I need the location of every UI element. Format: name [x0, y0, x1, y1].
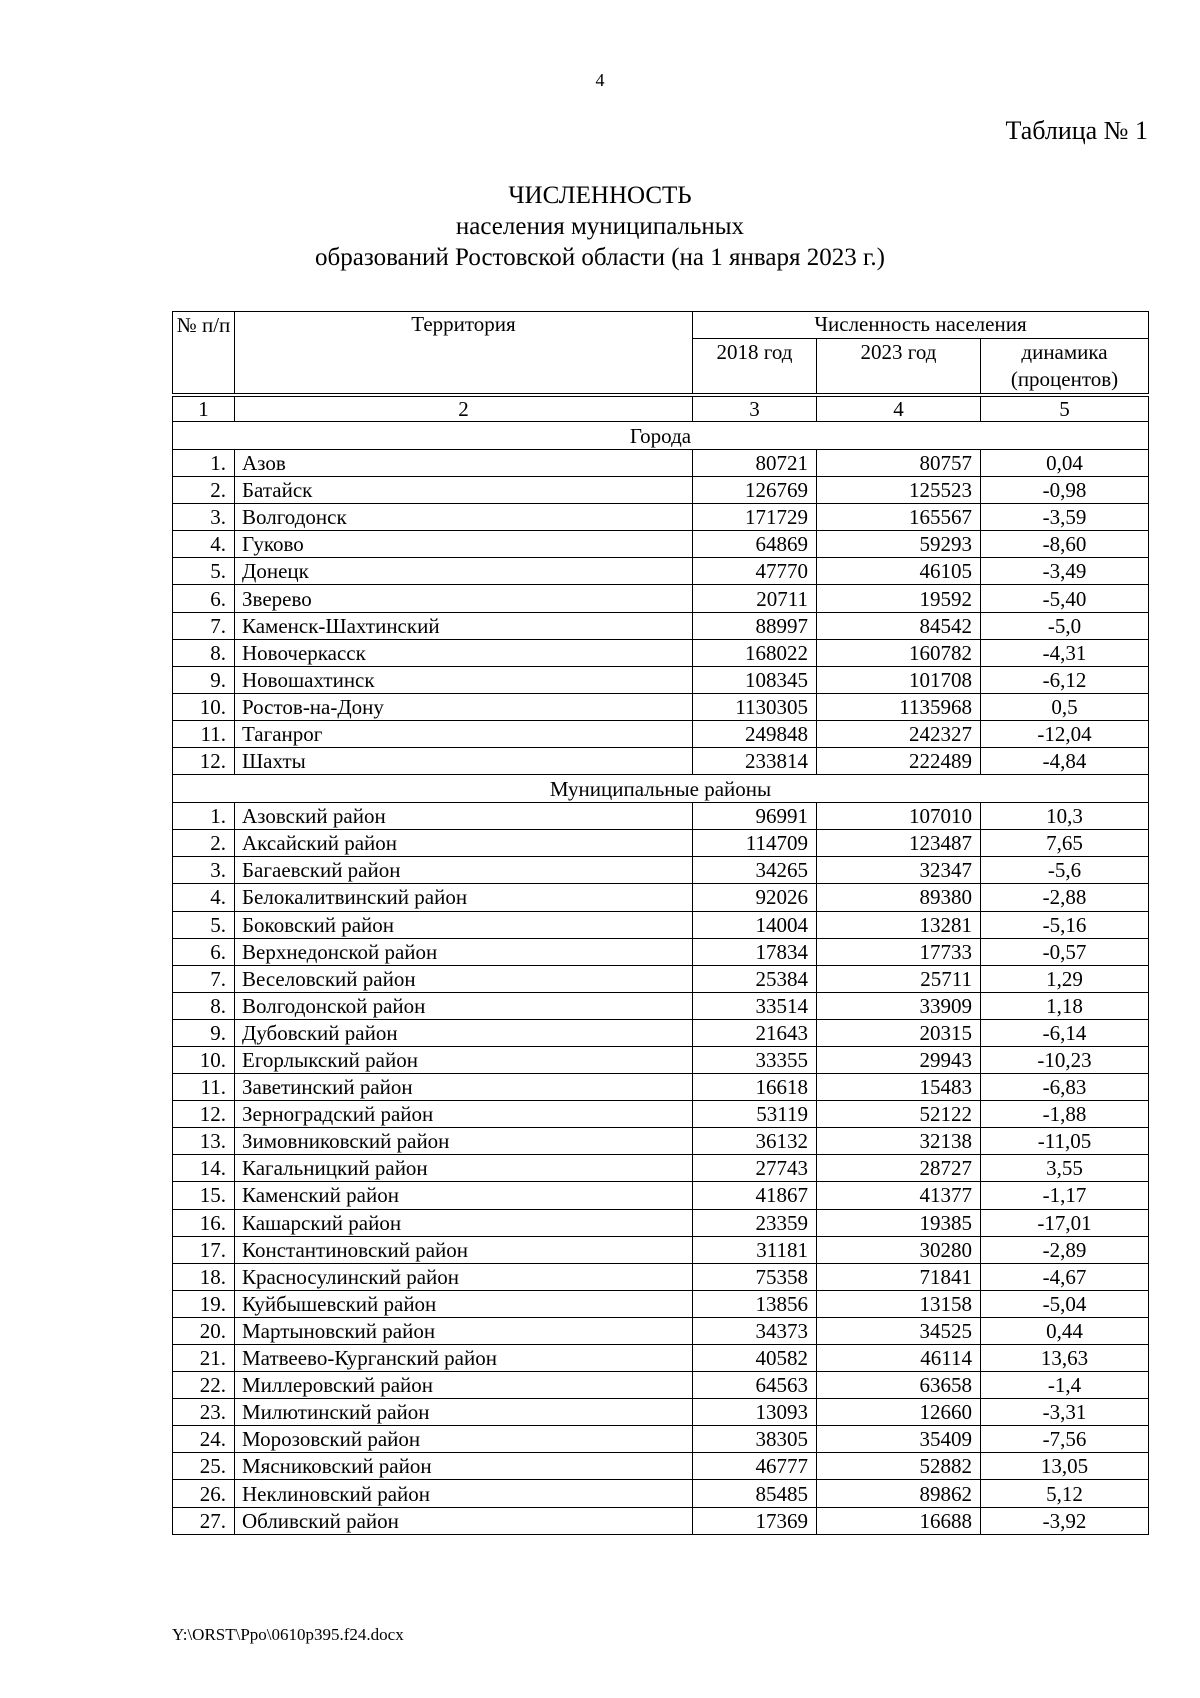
- table-row: [173, 938, 1149, 965]
- population-2023-cell: 16688: [817, 1507, 981, 1534]
- population-2018-cell: 25384: [693, 965, 817, 992]
- territory-cell: Красносулинский район: [235, 1263, 693, 1290]
- population-2023-cell: 165567: [817, 504, 981, 531]
- territory-cell: Донецк: [235, 558, 693, 585]
- population-2023-cell: 25711: [817, 965, 981, 992]
- population-2018-cell: 80721: [693, 450, 817, 477]
- dynamics-cell: -7,56: [981, 1426, 1149, 1453]
- dynamics-cell: 0,5: [981, 693, 1149, 720]
- population-2023-cell: 13281: [817, 911, 981, 938]
- territory-cell: Кагальницкий район: [235, 1155, 693, 1182]
- table-row: [173, 1236, 1149, 1263]
- dynamics-cell: 1,18: [981, 992, 1149, 1019]
- dynamics-cell: 3,55: [981, 1155, 1149, 1182]
- row-number-cell: 5.: [173, 558, 235, 585]
- row-number-cell: 14.: [173, 1155, 235, 1182]
- dynamics-cell: -1,88: [981, 1101, 1149, 1128]
- title-line-1: ЧИСЛЕННОСТЬ: [508, 182, 692, 209]
- row-number-cell: 24.: [173, 1426, 235, 1453]
- row-number-cell: 10.: [173, 693, 235, 720]
- section-title: Города: [173, 422, 1149, 450]
- population-2018-cell: 168022: [693, 639, 817, 666]
- territory-cell: Мартыновский район: [235, 1317, 693, 1344]
- row-number-cell: 26.: [173, 1480, 235, 1507]
- population-2018-cell: 33514: [693, 992, 817, 1019]
- dynamics-cell: 10,3: [981, 803, 1149, 830]
- table-row: [173, 1290, 1149, 1317]
- row-number-cell: 16.: [173, 1209, 235, 1236]
- section-title: Муниципальные районы: [173, 775, 1149, 803]
- population-2023-cell: 28727: [817, 1155, 981, 1182]
- territory-cell: Матвеево-Курганский район: [235, 1345, 693, 1372]
- dynamics-cell: -5,40: [981, 585, 1149, 612]
- population-2023-cell: 101708: [817, 666, 981, 693]
- column-number-cell: 1: [173, 395, 235, 422]
- table-row: [173, 585, 1149, 612]
- population-2018-cell: 17834: [693, 938, 817, 965]
- dynamics-cell: -3,92: [981, 1507, 1149, 1534]
- table-row: [173, 1209, 1149, 1236]
- territory-cell: Кашарский район: [235, 1209, 693, 1236]
- row-number-cell: 11.: [173, 1074, 235, 1101]
- dynamics-cell: -3,59: [981, 504, 1149, 531]
- table-row: [173, 911, 1149, 938]
- table-row: [173, 612, 1149, 639]
- section-header-row: [173, 775, 1149, 803]
- table-row: [173, 1263, 1149, 1290]
- population-2023-cell: 52882: [817, 1453, 981, 1480]
- population-2023-cell: 32138: [817, 1128, 981, 1155]
- population-2023-cell: 46114: [817, 1345, 981, 1372]
- territory-cell: Ростов-на-Дону: [235, 693, 693, 720]
- table-row: [173, 1507, 1149, 1534]
- table-row: [173, 720, 1149, 747]
- population-2018-cell: 41867: [693, 1182, 817, 1209]
- title-line-2: населения муниципальных: [455, 213, 745, 240]
- row-number-cell: 13.: [173, 1128, 235, 1155]
- territory-cell: Заветинский район: [235, 1074, 693, 1101]
- row-number-cell: 10.: [173, 1046, 235, 1073]
- population-2023-cell: 80757: [817, 450, 981, 477]
- population-2018-cell: 114709: [693, 830, 817, 857]
- table-row: [173, 884, 1149, 911]
- row-number-cell: 9.: [173, 1019, 235, 1046]
- table-row: [173, 1345, 1149, 1372]
- population-2018-cell: 34373: [693, 1317, 817, 1344]
- dynamics-cell: -4,84: [981, 748, 1149, 775]
- population-2018-cell: 46777: [693, 1453, 817, 1480]
- row-number-cell: 4.: [173, 531, 235, 558]
- population-2023-cell: 242327: [817, 720, 981, 747]
- population-2018-cell: 96991: [693, 803, 817, 830]
- header-population: Численность населения: [693, 312, 1149, 339]
- title-line-3: образований Ростовской области (на 1 января 2023 г.): [315, 244, 885, 271]
- dynamics-cell: -6,83: [981, 1074, 1149, 1101]
- table-row: [173, 1074, 1149, 1101]
- population-2023-cell: 17733: [817, 938, 981, 965]
- population-2023-cell: 123487: [817, 830, 981, 857]
- population-2023-cell: 89862: [817, 1480, 981, 1507]
- population-2023-cell: 84542: [817, 612, 981, 639]
- row-number-cell: 12.: [173, 1101, 235, 1128]
- population-2018-cell: 40582: [693, 1345, 817, 1372]
- row-number-cell: 15.: [173, 1182, 235, 1209]
- population-2018-cell: 33355: [693, 1046, 817, 1073]
- dynamics-cell: 13,63: [981, 1345, 1149, 1372]
- table-row: [173, 1426, 1149, 1453]
- table-label: Таблица № 1: [1005, 116, 1148, 145]
- population-2018-cell: 233814: [693, 748, 817, 775]
- table-row: [173, 965, 1149, 992]
- header-territory: Территория: [235, 312, 693, 396]
- table-row: [173, 1155, 1149, 1182]
- population-2018-cell: 249848: [693, 720, 817, 747]
- table-row: [173, 1372, 1149, 1399]
- territory-cell: Егорлыкский район: [235, 1046, 693, 1073]
- population-2023-cell: 19385: [817, 1209, 981, 1236]
- territory-cell: Миллеровский район: [235, 1372, 693, 1399]
- population-2023-cell: 19592: [817, 585, 981, 612]
- dynamics-cell: -6,14: [981, 1019, 1149, 1046]
- row-number-cell: 9.: [173, 666, 235, 693]
- dynamics-cell: 5,12: [981, 1480, 1149, 1507]
- population-2018-cell: 23359: [693, 1209, 817, 1236]
- population-2018-cell: 13093: [693, 1399, 817, 1426]
- population-2018-cell: 64869: [693, 531, 817, 558]
- population-2018-cell: 64563: [693, 1372, 817, 1399]
- table-row: [173, 1046, 1149, 1073]
- table-row: [173, 748, 1149, 775]
- row-number-cell: 4.: [173, 884, 235, 911]
- row-number-cell: 12.: [173, 748, 235, 775]
- table-row: [173, 693, 1149, 720]
- table-row: [173, 504, 1149, 531]
- dynamics-cell: -5,16: [981, 911, 1149, 938]
- territory-cell: Дубовский район: [235, 1019, 693, 1046]
- row-number-cell: 2.: [173, 477, 235, 504]
- population-2018-cell: 31181: [693, 1236, 817, 1263]
- header-2023: 2023 год: [817, 339, 981, 396]
- population-2023-cell: 222489: [817, 748, 981, 775]
- territory-cell: Шахты: [235, 748, 693, 775]
- population-2018-cell: 47770: [693, 558, 817, 585]
- dynamics-cell: -6,12: [981, 666, 1149, 693]
- dynamics-cell: -11,05: [981, 1128, 1149, 1155]
- row-number-cell: 8.: [173, 992, 235, 1019]
- population-2018-cell: 21643: [693, 1019, 817, 1046]
- population-2023-cell: 41377: [817, 1182, 981, 1209]
- row-number-cell: 22.: [173, 1372, 235, 1399]
- row-number-cell: 5.: [173, 911, 235, 938]
- dynamics-cell: -12,04: [981, 720, 1149, 747]
- row-number-cell: 1.: [173, 450, 235, 477]
- population-2018-cell: 92026: [693, 884, 817, 911]
- territory-cell: Таганрог: [235, 720, 693, 747]
- row-number-cell: 21.: [173, 1345, 235, 1372]
- table-row: [173, 857, 1149, 884]
- population-2023-cell: 29943: [817, 1046, 981, 1073]
- territory-cell: Зимовниковский район: [235, 1128, 693, 1155]
- population-table: [172, 311, 1149, 1535]
- territory-cell: Куйбышевский район: [235, 1290, 693, 1317]
- territory-cell: Батайск: [235, 477, 693, 504]
- population-2018-cell: 85485: [693, 1480, 817, 1507]
- population-2023-cell: 32347: [817, 857, 981, 884]
- section-header-row: [173, 422, 1149, 450]
- population-2023-cell: 1135968: [817, 693, 981, 720]
- table-row: [173, 803, 1149, 830]
- column-numbers-row: [173, 395, 1149, 422]
- row-number-cell: 1.: [173, 803, 235, 830]
- dynamics-cell: -5,6: [981, 857, 1149, 884]
- dynamics-cell: -0,98: [981, 477, 1149, 504]
- page-number: 4: [595, 70, 605, 90]
- column-number-cell: 3: [693, 395, 817, 422]
- row-number-cell: 7.: [173, 965, 235, 992]
- territory-cell: Волгодонской район: [235, 992, 693, 1019]
- dynamics-cell: -3,31: [981, 1399, 1149, 1426]
- territory-cell: Аксайский район: [235, 830, 693, 857]
- population-2023-cell: 13158: [817, 1290, 981, 1317]
- table-row: [173, 1182, 1149, 1209]
- column-number-cell: 2: [235, 395, 693, 422]
- dynamics-cell: -5,0: [981, 612, 1149, 639]
- row-number-cell: 6.: [173, 585, 235, 612]
- territory-cell: Каменск-Шахтинский: [235, 612, 693, 639]
- table-row: [173, 450, 1149, 477]
- file-path-footer: Y:\ORST\Ppo\0610p395.f24.docx: [172, 1625, 404, 1644]
- population-2023-cell: 12660: [817, 1399, 981, 1426]
- table-row: [173, 666, 1149, 693]
- population-2018-cell: 108345: [693, 666, 817, 693]
- population-2018-cell: 36132: [693, 1128, 817, 1155]
- population-2023-cell: 71841: [817, 1263, 981, 1290]
- dynamics-cell: -0,57: [981, 938, 1149, 965]
- table-row: [173, 1480, 1149, 1507]
- row-number-cell: 23.: [173, 1399, 235, 1426]
- table-row: [173, 1399, 1149, 1426]
- population-2023-cell: 52122: [817, 1101, 981, 1128]
- territory-cell: Мясниковский район: [235, 1453, 693, 1480]
- population-2023-cell: 107010: [817, 803, 981, 830]
- dynamics-cell: -17,01: [981, 1209, 1149, 1236]
- territory-cell: Багаевский район: [235, 857, 693, 884]
- population-2023-cell: 160782: [817, 639, 981, 666]
- dynamics-cell: -4,31: [981, 639, 1149, 666]
- population-2018-cell: 17369: [693, 1507, 817, 1534]
- population-2023-cell: 33909: [817, 992, 981, 1019]
- population-2023-cell: 89380: [817, 884, 981, 911]
- population-2023-cell: 15483: [817, 1074, 981, 1101]
- territory-cell: Новочеркасск: [235, 639, 693, 666]
- table-row: [173, 830, 1149, 857]
- population-2018-cell: 88997: [693, 612, 817, 639]
- population-2018-cell: 13856: [693, 1290, 817, 1317]
- dynamics-cell: -8,60: [981, 531, 1149, 558]
- territory-cell: Боковский район: [235, 911, 693, 938]
- population-2018-cell: 126769: [693, 477, 817, 504]
- population-2018-cell: 27743: [693, 1155, 817, 1182]
- row-number-cell: 11.: [173, 720, 235, 747]
- population-2023-cell: 34525: [817, 1317, 981, 1344]
- population-2018-cell: 20711: [693, 585, 817, 612]
- territory-cell: Каменский район: [235, 1182, 693, 1209]
- dynamics-cell: -4,67: [981, 1263, 1149, 1290]
- table-row: [173, 1019, 1149, 1046]
- population-2018-cell: 75358: [693, 1263, 817, 1290]
- dynamics-cell: 1,29: [981, 965, 1149, 992]
- population-2018-cell: 14004: [693, 911, 817, 938]
- population-2023-cell: 59293: [817, 531, 981, 558]
- population-2018-cell: 38305: [693, 1426, 817, 1453]
- header-dynamics: динамика (процентов): [981, 339, 1149, 396]
- territory-cell: Гуково: [235, 531, 693, 558]
- row-number-cell: 3.: [173, 857, 235, 884]
- dynamics-cell: -3,49: [981, 558, 1149, 585]
- row-number-cell: 8.: [173, 639, 235, 666]
- row-number-cell: 2.: [173, 830, 235, 857]
- territory-cell: Милютинский район: [235, 1399, 693, 1426]
- dynamics-cell: -1,4: [981, 1372, 1149, 1399]
- population-2023-cell: 46105: [817, 558, 981, 585]
- header-number-label: № п/п: [176, 313, 231, 337]
- population-2018-cell: 34265: [693, 857, 817, 884]
- population-2018-cell: 53119: [693, 1101, 817, 1128]
- population-2018-cell: 1130305: [693, 693, 817, 720]
- row-number-cell: 20.: [173, 1317, 235, 1344]
- header-2018: 2018 год: [693, 339, 817, 396]
- population-2023-cell: 20315: [817, 1019, 981, 1046]
- row-number-cell: 27.: [173, 1507, 235, 1534]
- table-row: [173, 639, 1149, 666]
- dynamics-cell: -2,88: [981, 884, 1149, 911]
- population-2023-cell: 63658: [817, 1372, 981, 1399]
- dynamics-cell: -5,04: [981, 1290, 1149, 1317]
- column-number-cell: 5: [981, 395, 1149, 422]
- table-row: [173, 1453, 1149, 1480]
- table-row: [173, 531, 1149, 558]
- territory-cell: Неклиновский район: [235, 1480, 693, 1507]
- dynamics-cell: -1,17: [981, 1182, 1149, 1209]
- territory-cell: Верхнедонской район: [235, 938, 693, 965]
- territory-cell: Азовский район: [235, 803, 693, 830]
- row-number-cell: 18.: [173, 1263, 235, 1290]
- row-number-cell: 19.: [173, 1290, 235, 1317]
- territory-cell: Обливский район: [235, 1507, 693, 1534]
- population-2023-cell: 125523: [817, 477, 981, 504]
- table-row: [173, 992, 1149, 1019]
- territory-cell: Белокалитвинский район: [235, 884, 693, 911]
- row-number-cell: 25.: [173, 1453, 235, 1480]
- table-row: [173, 558, 1149, 585]
- dynamics-cell: 13,05: [981, 1453, 1149, 1480]
- dynamics-cell: 7,65: [981, 830, 1149, 857]
- row-number-cell: 6.: [173, 938, 235, 965]
- row-number-cell: 17.: [173, 1236, 235, 1263]
- table-row: [173, 1101, 1149, 1128]
- dynamics-cell: -10,23: [981, 1046, 1149, 1073]
- header-number: [173, 312, 235, 396]
- table-row: [173, 1317, 1149, 1344]
- dynamics-cell: -2,89: [981, 1236, 1149, 1263]
- territory-cell: Азов: [235, 450, 693, 477]
- dynamics-cell: 0,44: [981, 1317, 1149, 1344]
- territory-cell: Веселовский район: [235, 965, 693, 992]
- territory-cell: Морозовский район: [235, 1426, 693, 1453]
- row-number-cell: 3.: [173, 504, 235, 531]
- territory-cell: Зерноградский район: [235, 1101, 693, 1128]
- dynamics-cell: 0,04: [981, 450, 1149, 477]
- population-2023-cell: 30280: [817, 1236, 981, 1263]
- territory-cell: Зверево: [235, 585, 693, 612]
- document-title: [0, 180, 1200, 273]
- column-number-cell: 4: [817, 395, 981, 422]
- row-number-cell: 7.: [173, 612, 235, 639]
- territory-cell: Волгодонск: [235, 504, 693, 531]
- population-2018-cell: 16618: [693, 1074, 817, 1101]
- table-row: [173, 477, 1149, 504]
- table-row: [173, 1128, 1149, 1155]
- population-2018-cell: 171729: [693, 504, 817, 531]
- territory-cell: Константиновский район: [235, 1236, 693, 1263]
- territory-cell: Новошахтинск: [235, 666, 693, 693]
- population-2023-cell: 35409: [817, 1426, 981, 1453]
